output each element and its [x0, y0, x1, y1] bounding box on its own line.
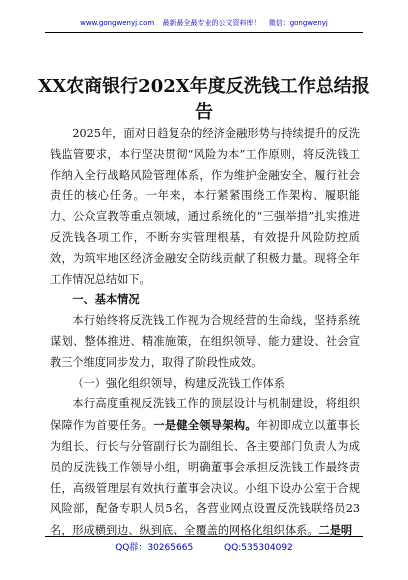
intro-paragraph: 2025年，面对日趋复杂的经济金融形势与持续提升的反洗钱监管要求，本行坚决贯彻“风险为本”工作原则，将反洗钱工作纳入全行战略风险管理体系，作为维护金融安全、履行社会责任的核心任务。一年来，本行紧紧围绕工作架构、履职能力、公众宣教等重点领域，通过系统化的“三强举措”扎实推进反洗钱各项工作，不断夯实管理根基，有效提升风险防控质效，为筑牢地区经济金融安全防线贡献了积极力量。现将全年工作情况总结如下。: [50, 127, 360, 286]
document-body: [50, 124, 360, 542]
header-slogan: 最新最全最专业的公文资料库！: [162, 19, 261, 27]
footer-divider: [45, 536, 363, 537]
subsection-heading: （一）强化组织领导，构建反洗钱工作体系: [72, 376, 285, 390]
subsection-text-b: 年初即成立以董事长为组长、行长与分管副行长为副组长、各主要部门负责人为成员的反洗钱工作领导小组，明确董事会承担反洗钱工作最终责任，高级管理层有效执行董事会决议。小组下设办公室于合规风险部，配备专职人员5名，各营业网点设置反洗钱联络员23名，形成横到边、纵到底、全覆盖的网格化组织体系。: [50, 419, 360, 538]
subsection-text-a: 本行高度重视反洗钱工作的顶层设计与机制建设，将组织保障作为首要任务。: [50, 397, 360, 433]
footer-qq-group: QQ群：30265665: [115, 543, 194, 553]
subsection-bold-a: 一是健全领导架构。: [153, 418, 257, 433]
page-header: [0, 18, 408, 28]
document-title: XX农商银行202X年度反洗钱工作总结报告: [38, 76, 370, 123]
footer-qq: QQ:535304092: [224, 543, 293, 553]
section-paragraph: 本行始终将反洗钱工作视为合规经营的生命线，坚持系统谋划、整体推进、精准施策，在组织领导、能力建设、社会宣教三个维度同步发力，取得了阶段性成效。: [50, 314, 360, 369]
page-footer: [0, 540, 408, 553]
header-wechat: 微信：gongwenyj: [268, 19, 328, 27]
header-divider: [45, 32, 363, 33]
subsection-bold-b: 二是明: [318, 523, 353, 538]
section-heading: 一、基本情况: [72, 293, 140, 307]
header-url[interactable]: www.gongwenyj.com: [80, 19, 155, 27]
subsection-paragraph: [50, 394, 360, 542]
